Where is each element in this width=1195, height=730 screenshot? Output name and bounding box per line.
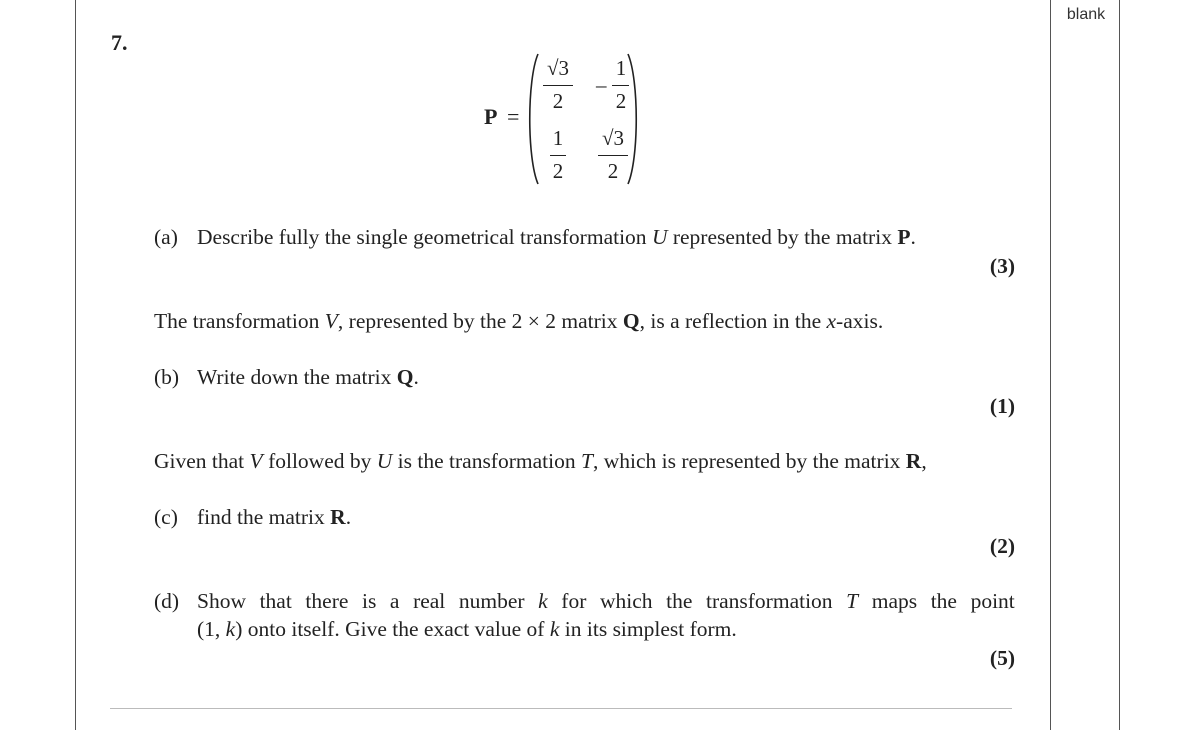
a22-denominator: 2 <box>607 159 619 183</box>
part-d-word: is <box>361 589 377 613</box>
leave-label <box>1058 0 1114 2</box>
a12-numerator: 1 <box>615 56 627 80</box>
blank-label: blank <box>1066 6 1106 23</box>
matrix-left-bracket <box>526 52 540 186</box>
right-border <box>1119 0 1120 730</box>
a11-numerator: √3 <box>546 56 570 80</box>
a22-numerator: √3 <box>601 126 625 150</box>
bottom-rule <box>110 708 1012 709</box>
part-a-label: (a) <box>154 225 178 249</box>
a11-denominator: 2 <box>552 89 564 113</box>
part-a-marks: (3) <box>989 254 1015 278</box>
a22-fraction-bar <box>598 155 628 156</box>
part-b-marks: (1) <box>989 394 1015 418</box>
part-d-marks: (5) <box>989 646 1015 670</box>
a12-minus-sign: – <box>596 73 607 97</box>
part-c-text: find the matrix R. <box>197 505 352 529</box>
part-b-text: Write down the matrix Q. <box>197 365 419 389</box>
part-d-word: that <box>259 589 292 613</box>
part-d-word: real <box>413 589 446 613</box>
part-a-text: Describe fully the single geometrical transformation U represented by the matrix P. <box>197 225 916 249</box>
matrix-p-label: P <box>484 104 498 129</box>
intro-c-text: Given that V followed by U is the transformation T, which is represented by the matrix R, <box>154 449 927 473</box>
part-d-label: (d) <box>154 589 180 613</box>
part-d-word: for <box>561 589 587 613</box>
a21-fraction-bar <box>550 155 566 156</box>
part-b-label: (b) <box>154 365 180 389</box>
part-d-word: k <box>538 589 548 613</box>
equals-sign: = <box>507 104 520 129</box>
part-d-word: there <box>305 589 349 613</box>
part-d-word: a <box>389 589 400 613</box>
margin-border <box>1050 0 1051 730</box>
question-number: 7. <box>111 30 128 55</box>
intro-b-text: The transformation V, represented by the 2 × 2 matrix Q, is a reflection in the x-axis. <box>154 309 884 333</box>
a21-numerator: 1 <box>552 126 564 150</box>
part-c-label: (c) <box>154 505 178 529</box>
a11-fraction-bar <box>543 85 573 86</box>
part-d-word: the <box>930 589 957 613</box>
part-d-word: transformation <box>705 589 833 613</box>
a12-fraction-bar <box>612 85 629 86</box>
part-d-word: number <box>458 589 525 613</box>
part-d-word: maps <box>871 589 918 613</box>
part-d-word: point <box>970 589 1015 613</box>
a21-denominator: 2 <box>552 159 564 183</box>
part-d-line-2: (1, k) onto itself. Give the exact value of k in its simplest form. <box>197 617 737 641</box>
part-d-word: the <box>666 589 693 613</box>
a12-denominator: 2 <box>615 89 627 113</box>
part-c-marks: (2) <box>989 534 1015 558</box>
part-d-word: Show <box>197 589 246 613</box>
part-d-line-1 <box>197 589 1015 614</box>
left-border <box>75 0 76 730</box>
part-d-word: T <box>846 589 859 613</box>
part-d-word: which <box>599 589 653 613</box>
